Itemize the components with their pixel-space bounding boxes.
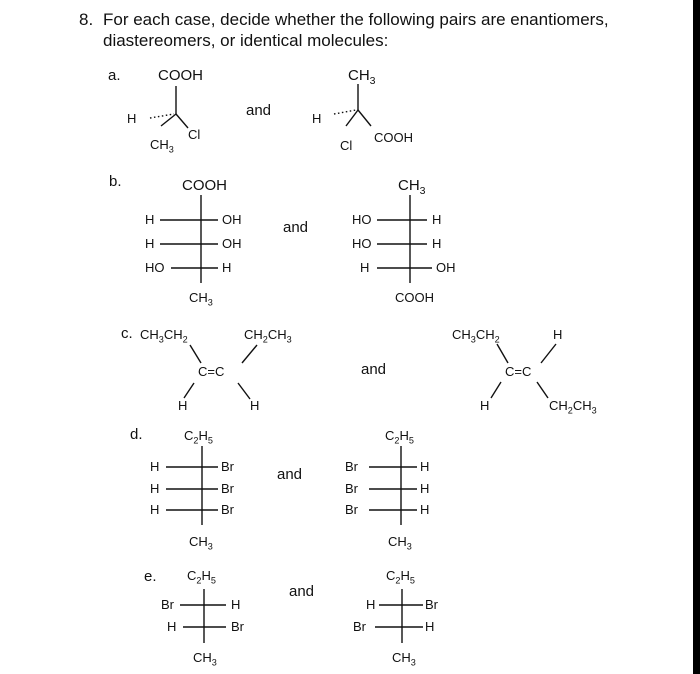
e-right-top: $C_2H_5$ <box>386 568 415 586</box>
b-and: and <box>283 219 309 236</box>
e-left-r1-l: Br <box>161 597 174 612</box>
part-a-right-bonds <box>334 84 371 126</box>
d-right-r3-r: H <box>420 502 430 517</box>
d-left-r1-l: H <box>150 459 160 474</box>
b-left-r2-l: H <box>145 236 155 251</box>
c-right-ll: H <box>480 398 490 413</box>
d-left-r2-r: Br <box>221 481 234 496</box>
b-right-r1-l: HO <box>352 212 372 227</box>
c-right-ur: H <box>553 327 563 342</box>
part-b-label: b. <box>109 173 122 190</box>
d-left-r3-l: H <box>150 502 160 517</box>
a-right-wedge-h: H <box>312 111 322 126</box>
b-right-r2-l: HO <box>352 236 372 251</box>
e-left-r1-r: H <box>231 597 241 612</box>
c-right-ul: $CH_3CH_2$ <box>452 327 500 345</box>
a-right-top: $CH_3$ <box>348 67 376 87</box>
c-left-ll: H <box>178 398 188 413</box>
a-right-cl: Cl <box>340 138 353 153</box>
c-left-ur: $CH_2CH_3$ <box>244 327 292 345</box>
b-right-r3-l: H <box>360 260 370 275</box>
part-e-right-fischer <box>375 589 423 643</box>
part-d-label: d. <box>130 426 143 443</box>
d-right-r1-r: H <box>420 459 430 474</box>
b-left-r3-l: HO <box>145 260 165 275</box>
part-a-left-bonds <box>150 86 188 128</box>
d-right-r2-r: H <box>420 481 430 496</box>
part-e-left-fischer <box>180 589 226 643</box>
question-line-2: diastereomers, or identical molecules: <box>103 31 389 50</box>
part-e-label: e. <box>144 568 157 585</box>
b-left-r3-r: H <box>222 260 232 275</box>
part-c-label: c. <box>121 325 133 342</box>
d-right-r3-l: Br <box>345 502 358 517</box>
part-b-right-fischer <box>377 195 432 283</box>
b-left-r1-l: H <box>145 212 155 227</box>
d-and: and <box>277 466 303 483</box>
e-right-r2-l: Br <box>353 619 366 634</box>
a-left-cl: Cl <box>188 127 201 142</box>
b-right-r1-r: H <box>432 212 442 227</box>
c-right-center: C=C <box>505 364 532 379</box>
d-left-bottom: $CH_3$ <box>189 534 213 552</box>
d-right-top: $C_2H_5$ <box>385 428 414 446</box>
a-left-top: COOH <box>158 67 203 84</box>
a-and: and <box>246 102 272 119</box>
part-d-left-fischer <box>166 446 218 525</box>
d-left-top: $C_2H_5$ <box>184 428 213 446</box>
b-left-bottom: $CH_3$ <box>189 290 213 308</box>
c-left-ul: $CH_3CH_2$ <box>140 327 188 345</box>
e-right-r2-r: H <box>425 619 435 634</box>
d-left-r1-r: Br <box>221 459 234 474</box>
e-left-top: $C_2H_5$ <box>187 568 216 586</box>
e-left-bottom: $CH_3$ <box>193 650 217 668</box>
e-left-r2-r: Br <box>231 619 244 634</box>
b-right-top: $CH_3$ <box>398 177 426 197</box>
e-right-r1-r: Br <box>425 597 438 612</box>
c-left-lr: H <box>250 398 260 413</box>
d-right-bottom: $CH_3$ <box>388 534 412 552</box>
c-right-lr: $CH_2CH_3$ <box>549 398 597 416</box>
a-left-ch3: $CH_3$ <box>150 137 174 155</box>
part-b-left-fischer <box>160 195 218 283</box>
b-left-r2-r: OH <box>222 236 242 251</box>
b-right-r3-r: OH <box>436 260 456 275</box>
question-line-1: For each case, decide whether the following pairs are enantiomers, <box>103 10 609 29</box>
a-right-cooh: COOH <box>374 130 413 145</box>
b-left-r1-r: OH <box>222 212 242 227</box>
e-right-r1-l: H <box>366 597 376 612</box>
question-number: 8. <box>79 10 94 29</box>
b-right-r2-r: H <box>432 236 442 251</box>
a-left-wedge-h: H <box>127 111 137 126</box>
c-left-center: C=C <box>198 364 225 379</box>
part-a-label: a. <box>108 67 121 84</box>
e-left-r2-l: H <box>167 619 177 634</box>
d-left-r2-l: H <box>150 481 160 496</box>
d-right-r2-l: Br <box>345 481 358 496</box>
d-right-r1-l: Br <box>345 459 358 474</box>
b-right-bottom: COOH <box>395 290 434 305</box>
b-left-top: COOH <box>182 177 227 194</box>
e-right-bottom: $CH_3$ <box>392 650 416 668</box>
d-left-r3-r: Br <box>221 502 234 517</box>
part-d-right-fischer <box>369 446 417 525</box>
c-and: and <box>361 361 387 378</box>
e-and: and <box>289 583 315 600</box>
